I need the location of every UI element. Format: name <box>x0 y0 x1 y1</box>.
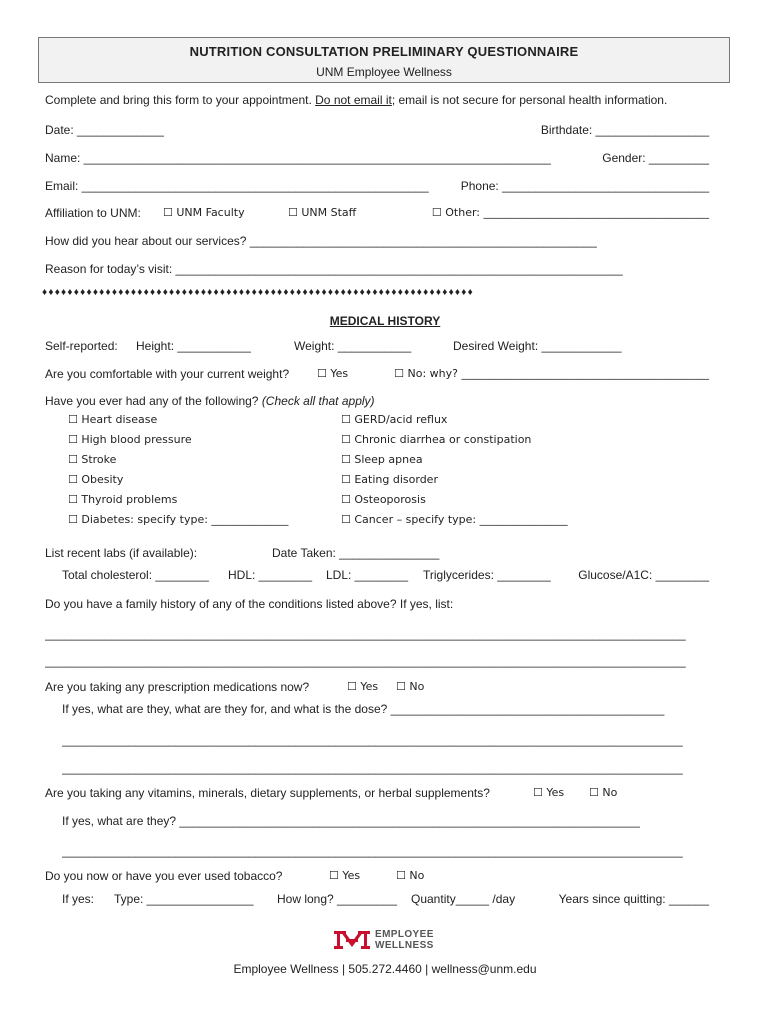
condition-obesity-checkbox[interactable]: ☐ Obesity <box>68 473 124 486</box>
tobacco-type-field[interactable]: Type: ________________ <box>114 892 254 906</box>
conditions-hint: (Check all that apply) <box>261 394 375 408</box>
height-field[interactable]: Height: ___________ <box>136 339 251 353</box>
tobacco-question: Do you now or have you ever used tobacco? <box>45 869 283 883</box>
hdl-field[interactable]: HDL: ________ <box>228 568 313 582</box>
intro-text <box>45 93 667 107</box>
condition-diarrhea-checkbox[interactable]: ☐ Chronic diarrhea or constipation <box>341 433 532 446</box>
condition-diabetes-checkbox[interactable]: ☐ Diabetes: specify type: ______________ <box>68 513 289 526</box>
vitamins-no-checkbox[interactable]: ☐ No <box>589 786 618 799</box>
condition-osteoporosis-checkbox[interactable]: ☐ Osteoporosis <box>341 493 426 506</box>
rx-no-checkbox[interactable]: ☐ No <box>396 680 425 693</box>
vitamins-line[interactable]: _____________________________________________________________________________________________ <box>62 844 683 858</box>
logo-line-1: EMPLOYEE <box>375 929 434 940</box>
form-title: NUTRITION CONSULTATION PRELIMINARY QUESTIONNAIRE <box>189 44 579 59</box>
affiliation-other-checkbox[interactable]: ☐ Other: _________________________________________ <box>431 206 709 219</box>
conditions-question-text: Have you ever had any of the following? <box>45 394 262 408</box>
condition-high-blood-pressure-checkbox[interactable]: ☐ High blood pressure <box>68 433 192 446</box>
logo-line-2: WELLNESS <box>375 940 434 951</box>
tobacco-yes-checkbox[interactable]: ☐ Yes <box>329 869 361 882</box>
form-subtitle: UNM Employee Wellness <box>316 65 452 79</box>
rx-yes-checkbox[interactable]: ☐ Yes <box>347 680 379 693</box>
gender-field[interactable]: Gender: _________ <box>602 151 709 165</box>
family-history-line-1[interactable]: ________________________________________________________________________________________________ <box>45 627 686 641</box>
vitamins-yes-checkbox[interactable]: ☐ Yes <box>533 786 565 799</box>
rx-line-2[interactable]: _____________________________________________________________________________________________ <box>62 761 683 775</box>
ldl-field[interactable]: LDL: ________ <box>326 568 409 582</box>
employee-wellness-logo-text <box>375 930 434 951</box>
tobacco-how-long-field[interactable]: How long? _________ <box>277 892 398 906</box>
rx-line-1[interactable]: _____________________________________________________________________________________________ <box>62 733 683 747</box>
name-field[interactable]: Name: ______________________________________________________________________ <box>45 151 551 165</box>
condition-cancer-checkbox[interactable]: ☐ Cancer – specify type: ________________ <box>341 513 568 526</box>
condition-gerd-checkbox[interactable]: ☐ GERD/acid reflux <box>341 413 448 426</box>
intro-prefix: Complete and bring this form to your appointment. <box>45 93 316 107</box>
rx-detail-field[interactable]: If yes, what are they, what are they for, and what is the dose? _________________________________________ <box>62 702 665 716</box>
header-box <box>38 37 730 83</box>
family-history-line-2[interactable]: ________________________________________________________________________________________________ <box>45 654 686 668</box>
date-field[interactable]: Date: _____________ <box>45 123 164 137</box>
comfortable-yes-checkbox[interactable]: ☐ Yes <box>317 367 349 380</box>
phone-field[interactable]: Phone: _______________________________ <box>460 179 709 193</box>
intro-suffix: ; email is not secure for personal health information. <box>391 93 668 107</box>
reason-field[interactable]: Reason for today’s visit: ___________________________________________________________________ <box>45 262 623 276</box>
condition-stroke-checkbox[interactable]: ☐ Stroke <box>68 453 117 466</box>
comfortable-no-checkbox[interactable]: ☐ No: why? _____________________________________________ <box>394 367 709 380</box>
comfortable-question: Are you comfortable with your current weight? <box>45 367 290 381</box>
condition-eating-disorder-checkbox[interactable]: ☐ Eating disorder <box>341 473 438 486</box>
tobacco-quantity-field[interactable]: Quantity_____ /day <box>411 892 516 906</box>
rx-question: Are you taking any prescription medications now? <box>45 680 310 694</box>
tobacco-no-checkbox[interactable]: ☐ No <box>396 869 425 882</box>
vitamins-detail-field[interactable]: If yes, what are they? _____________________________________________________________________ <box>62 814 640 828</box>
affiliation-staff-checkbox[interactable]: ☐ UNM Staff <box>288 206 357 219</box>
condition-sleep-apnea-checkbox[interactable]: ☐ Sleep apnea <box>341 453 423 466</box>
unm-logo-icon <box>334 929 370 951</box>
medical-history-title: MEDICAL HISTORY <box>329 314 441 328</box>
tobacco-if-yes-label: If yes: <box>62 892 95 906</box>
condition-heart-disease-checkbox[interactable]: ☐ Heart disease <box>68 413 158 426</box>
self-reported-label: Self-reported: <box>45 339 118 353</box>
hear-about-field[interactable]: How did you hear about our services? ____________________________________________________ <box>45 234 597 248</box>
condition-thyroid-checkbox[interactable]: ☐ Thyroid problems <box>68 493 178 506</box>
conditions-question <box>45 394 375 408</box>
affiliation-label: Affiliation to UNM: <box>45 206 141 220</box>
birthdate-field[interactable]: Birthdate: _________________ <box>540 123 709 137</box>
weight-field[interactable]: Weight: ___________ <box>294 339 412 353</box>
family-history-question: Do you have a family history of any of the conditions listed above? If yes, list: <box>45 597 454 611</box>
desired-weight-field[interactable]: Desired Weight: ____________ <box>453 339 622 353</box>
total-cholesterol-field[interactable]: Total cholesterol: ________ <box>62 568 209 582</box>
footer-contact: Employee Wellness | 505.272.4460 | wellness@unm.edu <box>233 962 537 976</box>
tobacco-years-field[interactable]: Years since quitting: ______ <box>558 892 709 906</box>
labs-label: List recent labs (if available): <box>45 546 198 560</box>
glucose-field[interactable]: Glucose/A1C: ________ <box>578 568 709 582</box>
vitamins-question: Are you taking any vitamins, minerals, dietary supplements, or herbal supplements? <box>45 786 490 800</box>
triglycerides-field[interactable]: Triglycerides: ________ <box>423 568 551 582</box>
affiliation-faculty-checkbox[interactable]: ☐ UNM Faculty <box>163 206 245 219</box>
intro-emphasis: Do not email it <box>315 93 392 107</box>
date-taken-field[interactable]: Date Taken: _______________ <box>272 546 440 560</box>
diamond-divider: ♦♦♦♦♦♦♦♦♦♦♦♦♦♦♦♦♦♦♦♦♦♦♦♦♦♦♦♦♦♦♦♦♦♦♦♦♦♦♦♦♦♦♦♦♦♦♦♦♦♦♦♦♦♦♦♦♦♦♦♦♦♦♦♦♦♦♦♦ <box>42 287 474 298</box>
email-field[interactable]: Email: ____________________________________________________ <box>45 179 429 193</box>
